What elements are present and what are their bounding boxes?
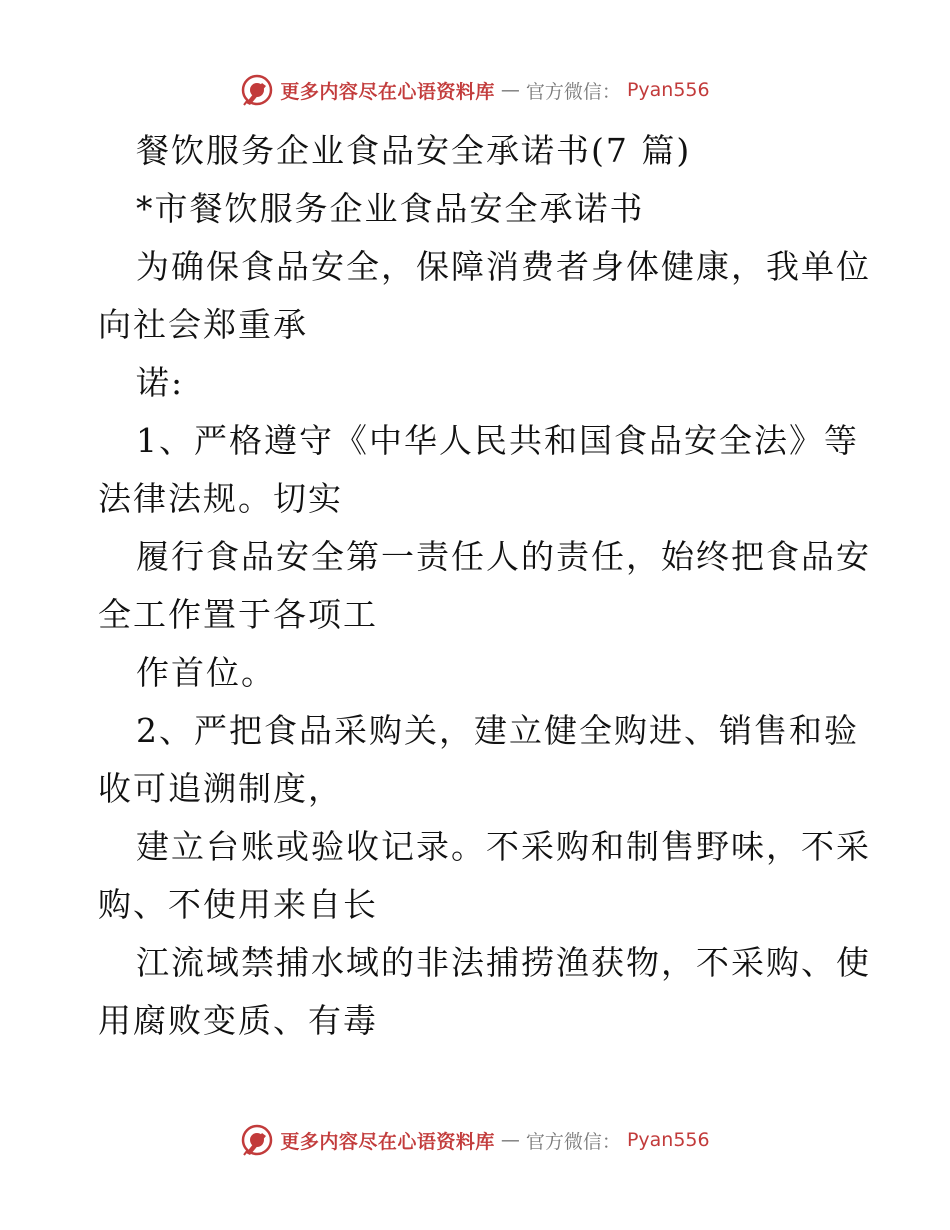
banner-site-text: 更多内容尽在心语资料库	[280, 1130, 495, 1153]
text-line: 全工作置于各项工	[98, 595, 378, 634]
banner-wechat-label: 官方微信：	[525, 1130, 621, 1153]
text-line: 餐饮服务企业食品安全承诺书(7 篇)	[136, 131, 692, 170]
text-line: 诺:	[136, 363, 185, 402]
text-line: 2、严把食品采购关，建立健全购进、销售和验	[136, 711, 859, 750]
banner-wechat-label: 官方微信：	[525, 80, 621, 103]
text-line: 收可追溯制度，	[98, 769, 343, 808]
header-banner	[0, 70, 950, 110]
text-line: 购、不使用来自长	[98, 885, 378, 924]
text-line: 江流域禁捕水域的非法捕捞渔获物，不采购、使	[136, 943, 871, 982]
text-line: *市餐饮服务企业食品安全承诺书	[136, 189, 645, 228]
text-line: 履行食品安全第一责任人的责任，始终把食品安	[136, 537, 871, 576]
banner-wechat-handle: Pyan556	[626, 79, 710, 101]
text-line: 用腐败变质、有毒	[98, 1001, 378, 1040]
text-line: 作首位。	[136, 653, 276, 692]
banner-wechat-handle: Pyan556	[626, 1129, 710, 1151]
text-line: 向社会郑重承	[98, 305, 308, 344]
banner-dash: —	[500, 79, 520, 101]
pen-logo-icon	[240, 73, 274, 107]
text-line: 为确保食品安全，保障消费者身体健康，我单位	[136, 247, 871, 286]
text-line: 建立台账或验收记录。不采购和制售野味，不采	[136, 827, 871, 866]
banner-site-text: 更多内容尽在心语资料库	[280, 80, 495, 103]
text-line: 1、严格遵守《中华人民共和国食品安全法》等	[136, 421, 859, 460]
text-line: 法律法规。切实	[98, 479, 343, 518]
document-body	[98, 122, 871, 1050]
footer-banner	[0, 1120, 950, 1160]
banner-dash: —	[500, 1129, 520, 1151]
pen-logo-icon	[240, 1123, 274, 1157]
